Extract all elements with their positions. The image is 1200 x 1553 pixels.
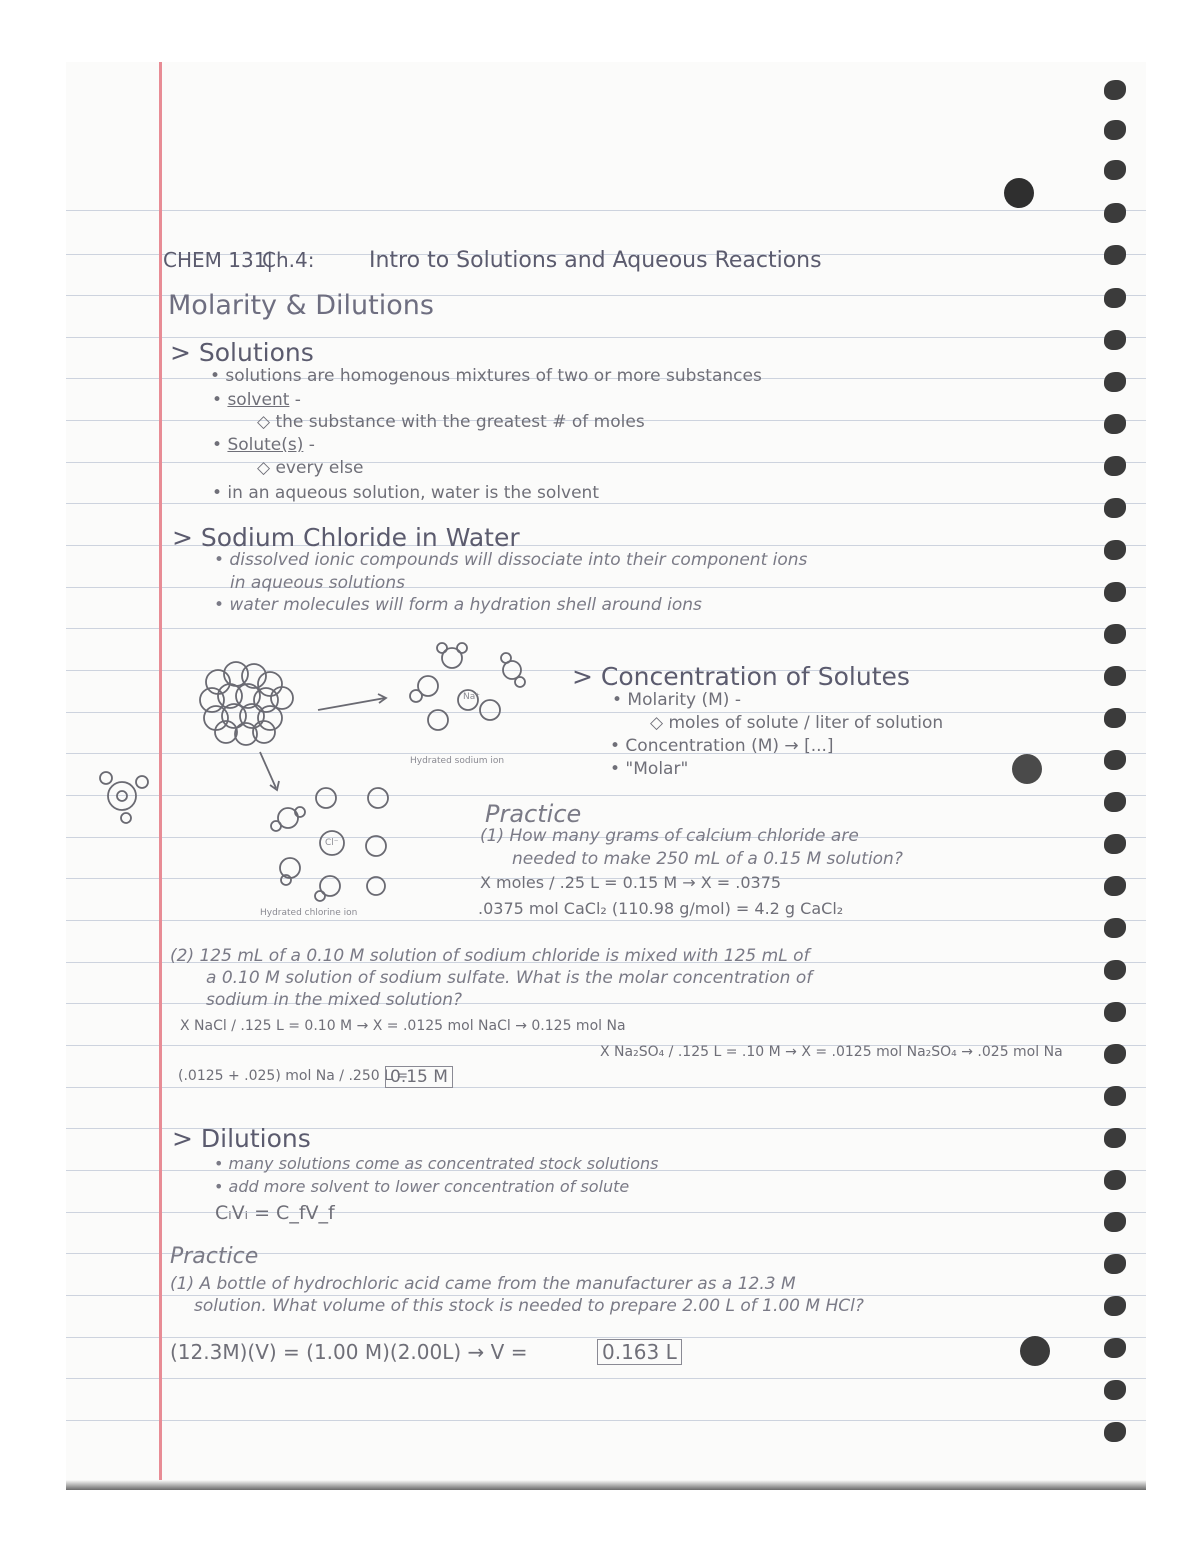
practice-1-question: (1) How many grams of calcium chloride are [480, 826, 859, 846]
molarity-bullet: • Molarity (M) - [612, 690, 741, 710]
na-ion-label: Na⁺ [463, 692, 480, 702]
solvent-definition: ◇ the substance with the greatest # of moles [257, 412, 645, 432]
dilutions-bullet-1: • many solutions come as concentrated stock solutions [214, 1154, 659, 1173]
chapter: Ch.4: [262, 248, 315, 272]
practice-2-work-na2so4: X Na₂SO₄ / .125 L = .10 M → X = .0125 mol Na₂SO₄ → .025 mol Na [600, 1044, 1063, 1060]
binder-hole-top [1004, 178, 1034, 208]
practice-3-question-cont: solution. What volume of this stock is needed to prepare 2.00 L of 1.00 M HCl? [194, 1296, 864, 1316]
topic-heading: Molarity & Dilutions [168, 290, 434, 321]
solute-bullet: • Solute(s) - [212, 435, 315, 455]
dissociation-diagram [190, 640, 530, 920]
solute-term: Solute(s) [227, 435, 304, 455]
sodium-bullet-1: • dissolved ionic compounds will dissociate into their component ions [214, 550, 808, 570]
solvent-bullet: • solvent - [212, 390, 301, 410]
practice-1-work-2: .0375 mol CaCl₂ (110.98 g/mol) = 4.2 g CaCl₂ [478, 899, 844, 918]
dilutions-heading: > Dilutions [172, 1124, 311, 1153]
practice-3-question: (1) A bottle of hydrochloric acid came from the manufacturer as a 12.3 M [170, 1274, 796, 1294]
practice-1-question-cont: needed to make 250 mL of a 0.15 M solution? [512, 849, 903, 869]
hydrated-sodium-caption: Hydrated sodium ion [410, 756, 505, 766]
practice-2-question-3: sodium in the mixed solution? [206, 990, 463, 1010]
solutions-bullet-4: • in an aqueous solution, water is the solvent [212, 483, 599, 503]
dilution-formula: CᵢVᵢ = C_fV_f [215, 1202, 335, 1224]
practice-1-heading: Practice [485, 800, 582, 828]
cl-ion-label: Cl⁻ [325, 838, 339, 848]
concentration-heading: > Concentration of Solutes [572, 662, 910, 691]
dilutions-bullet-2: • add more solvent to lower concentration of solute [214, 1177, 630, 1196]
practice-2-question-1: (2) 125 mL of a 0.10 M solution of sodium chloride is mixed with 125 mL of [170, 946, 810, 966]
solutions-bullet-1: • solutions are homogenous mixtures of two or more substances [210, 366, 762, 386]
nacl-crystal [200, 662, 293, 745]
concentration-notation: • Concentration (M) → [...] [610, 736, 834, 756]
practice-3-heading: Practice [170, 1244, 259, 1269]
hydrated-sodium-group [410, 643, 525, 730]
hydrated-chlorine-caption: Hydrated chlorine ion [260, 908, 358, 918]
solute-definition: ◇ every else [257, 458, 364, 478]
practice-3-work: (12.3M)(V) = (1.00 M)(2.00L) → V = [170, 1340, 528, 1364]
practice-3-answer: 0.163 L [597, 1339, 682, 1365]
course-code: CHEM 131| [163, 248, 274, 272]
practice-2-work-total: (.0125 + .025) mol Na / .250 L = [178, 1068, 409, 1084]
arrow-to-sodium [318, 698, 385, 710]
solvent-term: solvent [227, 390, 290, 410]
binder-hole-middle [1012, 754, 1042, 784]
page-title: Intro to Solutions and Aqueous Reactions [369, 248, 822, 273]
sodium-heading: > Sodium Chloride in Water [172, 523, 520, 552]
arrow-to-chloride [260, 752, 276, 788]
practice-2-question-2: a 0.10 M solution of sodium sulfate. What is the molar concentration of [206, 968, 813, 988]
practice-2-answer: 0.15 M [385, 1066, 453, 1088]
sodium-bullet-2: • water molecules will form a hydration shell around ions [214, 595, 702, 615]
molarity-definition: ◇ moles of solute / liter of solution [650, 713, 944, 733]
molar-term: • "Molar" [610, 759, 689, 779]
practice-2-work-nacl: X NaCl / .125 L = 0.10 M → X = .0125 mol NaCl → 0.125 mol Na [180, 1018, 626, 1034]
solutions-heading: > Solutions [170, 338, 314, 367]
binder-hole-bottom [1020, 1336, 1050, 1366]
sodium-bullet-1-cont: in aqueous solutions [230, 573, 405, 593]
practice-1-work-1: X moles / .25 L = 0.15 M → X = .0375 [480, 873, 782, 892]
water-molecule-sketch [96, 752, 166, 832]
